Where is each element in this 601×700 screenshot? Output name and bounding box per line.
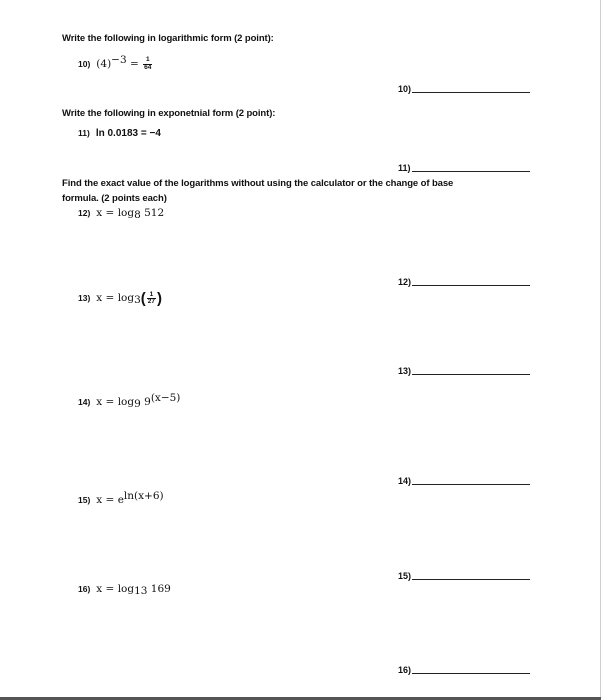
answer-label: 15) [398,571,412,581]
question-13 [78,290,162,307]
answer-blank-line[interactable] [412,673,530,674]
question-number: 15) [78,495,91,505]
question-number: 10) [78,59,91,69]
question-number: 13) [78,293,91,304]
fraction-numerator: 1 [147,292,156,300]
question-14 [78,392,180,410]
right-paren: ) [157,290,163,307]
question-10 [78,54,153,71]
expression-lhs: x = log [96,207,135,219]
question-number: 11) [78,128,90,138]
answer-16 [398,665,530,675]
left-paren: ( [140,290,146,307]
question-16 [78,583,171,597]
answer-14 [398,476,530,486]
answer-blank-line[interactable] [412,484,530,485]
answer-label: 14) [398,476,412,486]
log-form-heading: Write the following in logarithmic form (2 point): [62,33,274,44]
expression-exponent: −3 [111,54,127,66]
question-11 [78,128,161,139]
argument-exponent: (x−5) [150,392,181,404]
exp-form-heading: Write the following in exponetnial form (2 point): [62,108,276,119]
answer-label: 10) [398,84,412,94]
answer-10 [398,84,530,94]
exact-value-heading-line2: formula. (2 points each) [62,193,167,204]
answer-blank-line[interactable] [412,285,530,286]
answer-15 [398,571,530,581]
answer-11 [398,163,530,173]
answer-label: 16) [398,665,412,675]
fraction-numerator: 1 [143,57,152,65]
fraction-denominator: 27 [147,298,156,305]
question-number: 12) [78,208,91,218]
expression-lhs: x = log [96,396,135,408]
log-base: 3 [134,294,141,307]
expression-lhs: x = e [96,494,124,506]
expression-lhs: x = log [96,292,135,305]
answer-blank-line[interactable] [412,92,530,93]
exact-value-heading-line1: Find the exact value of the logarithms without using the calculator or the change of base [62,178,454,189]
equals-sign: = [126,58,143,70]
answer-label: 11) [398,163,411,173]
question-number: 14) [78,397,91,407]
log-base: 13 [134,585,148,597]
question-15 [78,490,164,506]
log-argument: 169 [147,583,171,595]
answer-12 [398,277,530,287]
expression: ln 0.0183 = −4 [95,128,161,139]
answer-13 [398,366,530,376]
log-argument: 512 [140,207,165,219]
question-12 [78,207,164,221]
answer-blank-line[interactable] [412,579,530,580]
answer-label: 12) [398,277,412,287]
answer-blank-line[interactable] [412,171,530,172]
log-base: 8 [134,209,141,221]
fraction [143,57,152,71]
expression-base: (4) [96,58,112,70]
log-argument: 9 [140,396,151,408]
question-number: 16) [78,584,91,594]
answer-blank-line[interactable] [412,374,530,375]
fraction [147,292,156,306]
exponent: ln(x+6) [123,490,164,502]
fraction-denominator: 64 [144,63,152,71]
answer-label: 13) [398,366,412,376]
expression-lhs: x = log [96,583,135,595]
log-base: 9 [134,398,141,410]
